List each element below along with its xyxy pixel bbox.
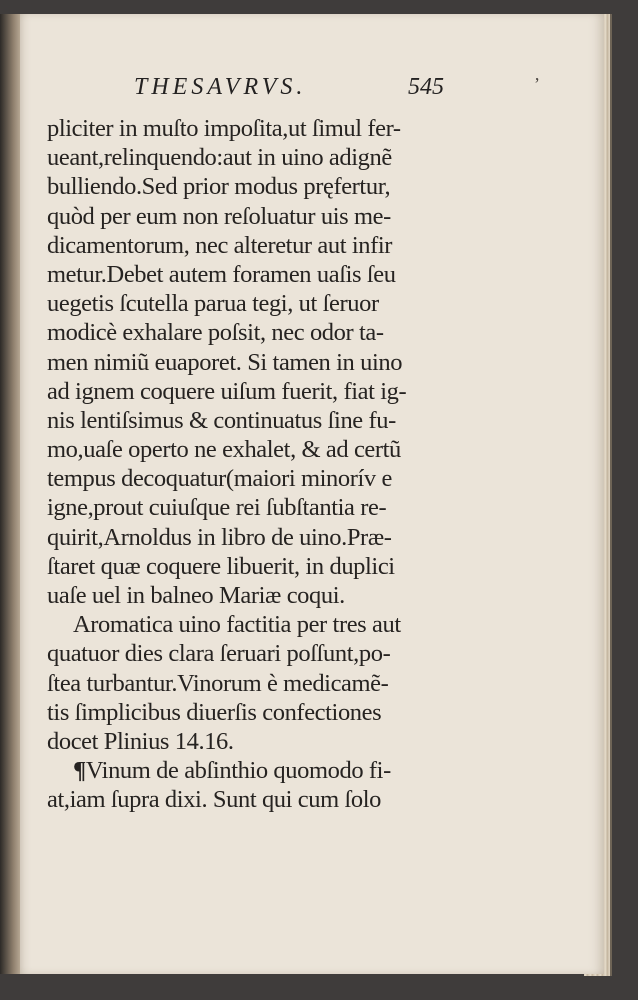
- text-line: men nimiũ euaporet. Si tamen in uino: [47, 348, 403, 376]
- text-line: nis lentiſsimus & continuatus ſine fu-: [47, 406, 396, 434]
- text-line: [47, 756, 462, 785]
- book-page: [20, 14, 604, 974]
- text-line: docet Plinius 14.16.: [47, 727, 234, 755]
- text-line: ad ignem coquere uiſum fuerit, fiat ig-: [47, 377, 407, 405]
- text-line: tempus decoquatur(maiori minorív e: [47, 465, 392, 493]
- text-line: uegetis ſcutella parua tegi, ut ſeruor: [47, 290, 379, 318]
- page-number: 545: [408, 74, 444, 100]
- text-line: quatuor dies clara ſeruari poſſunt,po-: [47, 640, 391, 668]
- running-head-title: THESAVRVS.: [134, 74, 307, 100]
- pilcrow-icon: ¶: [73, 757, 86, 785]
- text-line-content: Vinum de abſinthio quomodo fi-: [85, 757, 391, 785]
- text-line: uaſe uel in balneo Mariæ coqui.: [47, 582, 345, 609]
- text-line: at,iam ſupra dixi. Sunt qui cum ſolo: [47, 786, 382, 814]
- text-line: quòd per eum non reſoluatur uis me-: [47, 202, 391, 230]
- text-line: ſtaret quæ coquere libuerit, in duplici: [47, 552, 395, 580]
- text-line: igne,prout cuiuſque rei ſubſtantia re-: [47, 494, 387, 522]
- text-line: bulliendo.Sed prior modus pręfertur,: [47, 173, 391, 201]
- text-line: Aromatica uino factitia per tres aut: [73, 611, 401, 639]
- text-line: pliciter in muſto impoſita,ut ſimul fer-: [47, 115, 401, 142]
- body-text: [47, 114, 462, 815]
- text-line: quirit,Arnoldus in libro de uino.Præ-: [47, 523, 392, 551]
- text-line: dicamentorum, nec alteretur aut infir: [47, 231, 393, 259]
- text-line: mo,uaſe operto ne exhalet, & ad certũ: [47, 436, 401, 464]
- text-line: ueant,relinquendo:aut in uino adignẽ: [47, 144, 392, 172]
- text-line: metur.Debet autem foramen uaſis ſeu: [47, 260, 396, 288]
- margin-mark: ’: [534, 74, 540, 94]
- running-head: [20, 74, 604, 106]
- text-line: modicè exhalare poſsit, nec odor ta-: [47, 319, 384, 347]
- text-line: ſtea turbantur.Vinorum è medicamẽ-: [47, 669, 389, 697]
- text-line: tis ſimplicibus diuerſis confectiones: [47, 698, 382, 726]
